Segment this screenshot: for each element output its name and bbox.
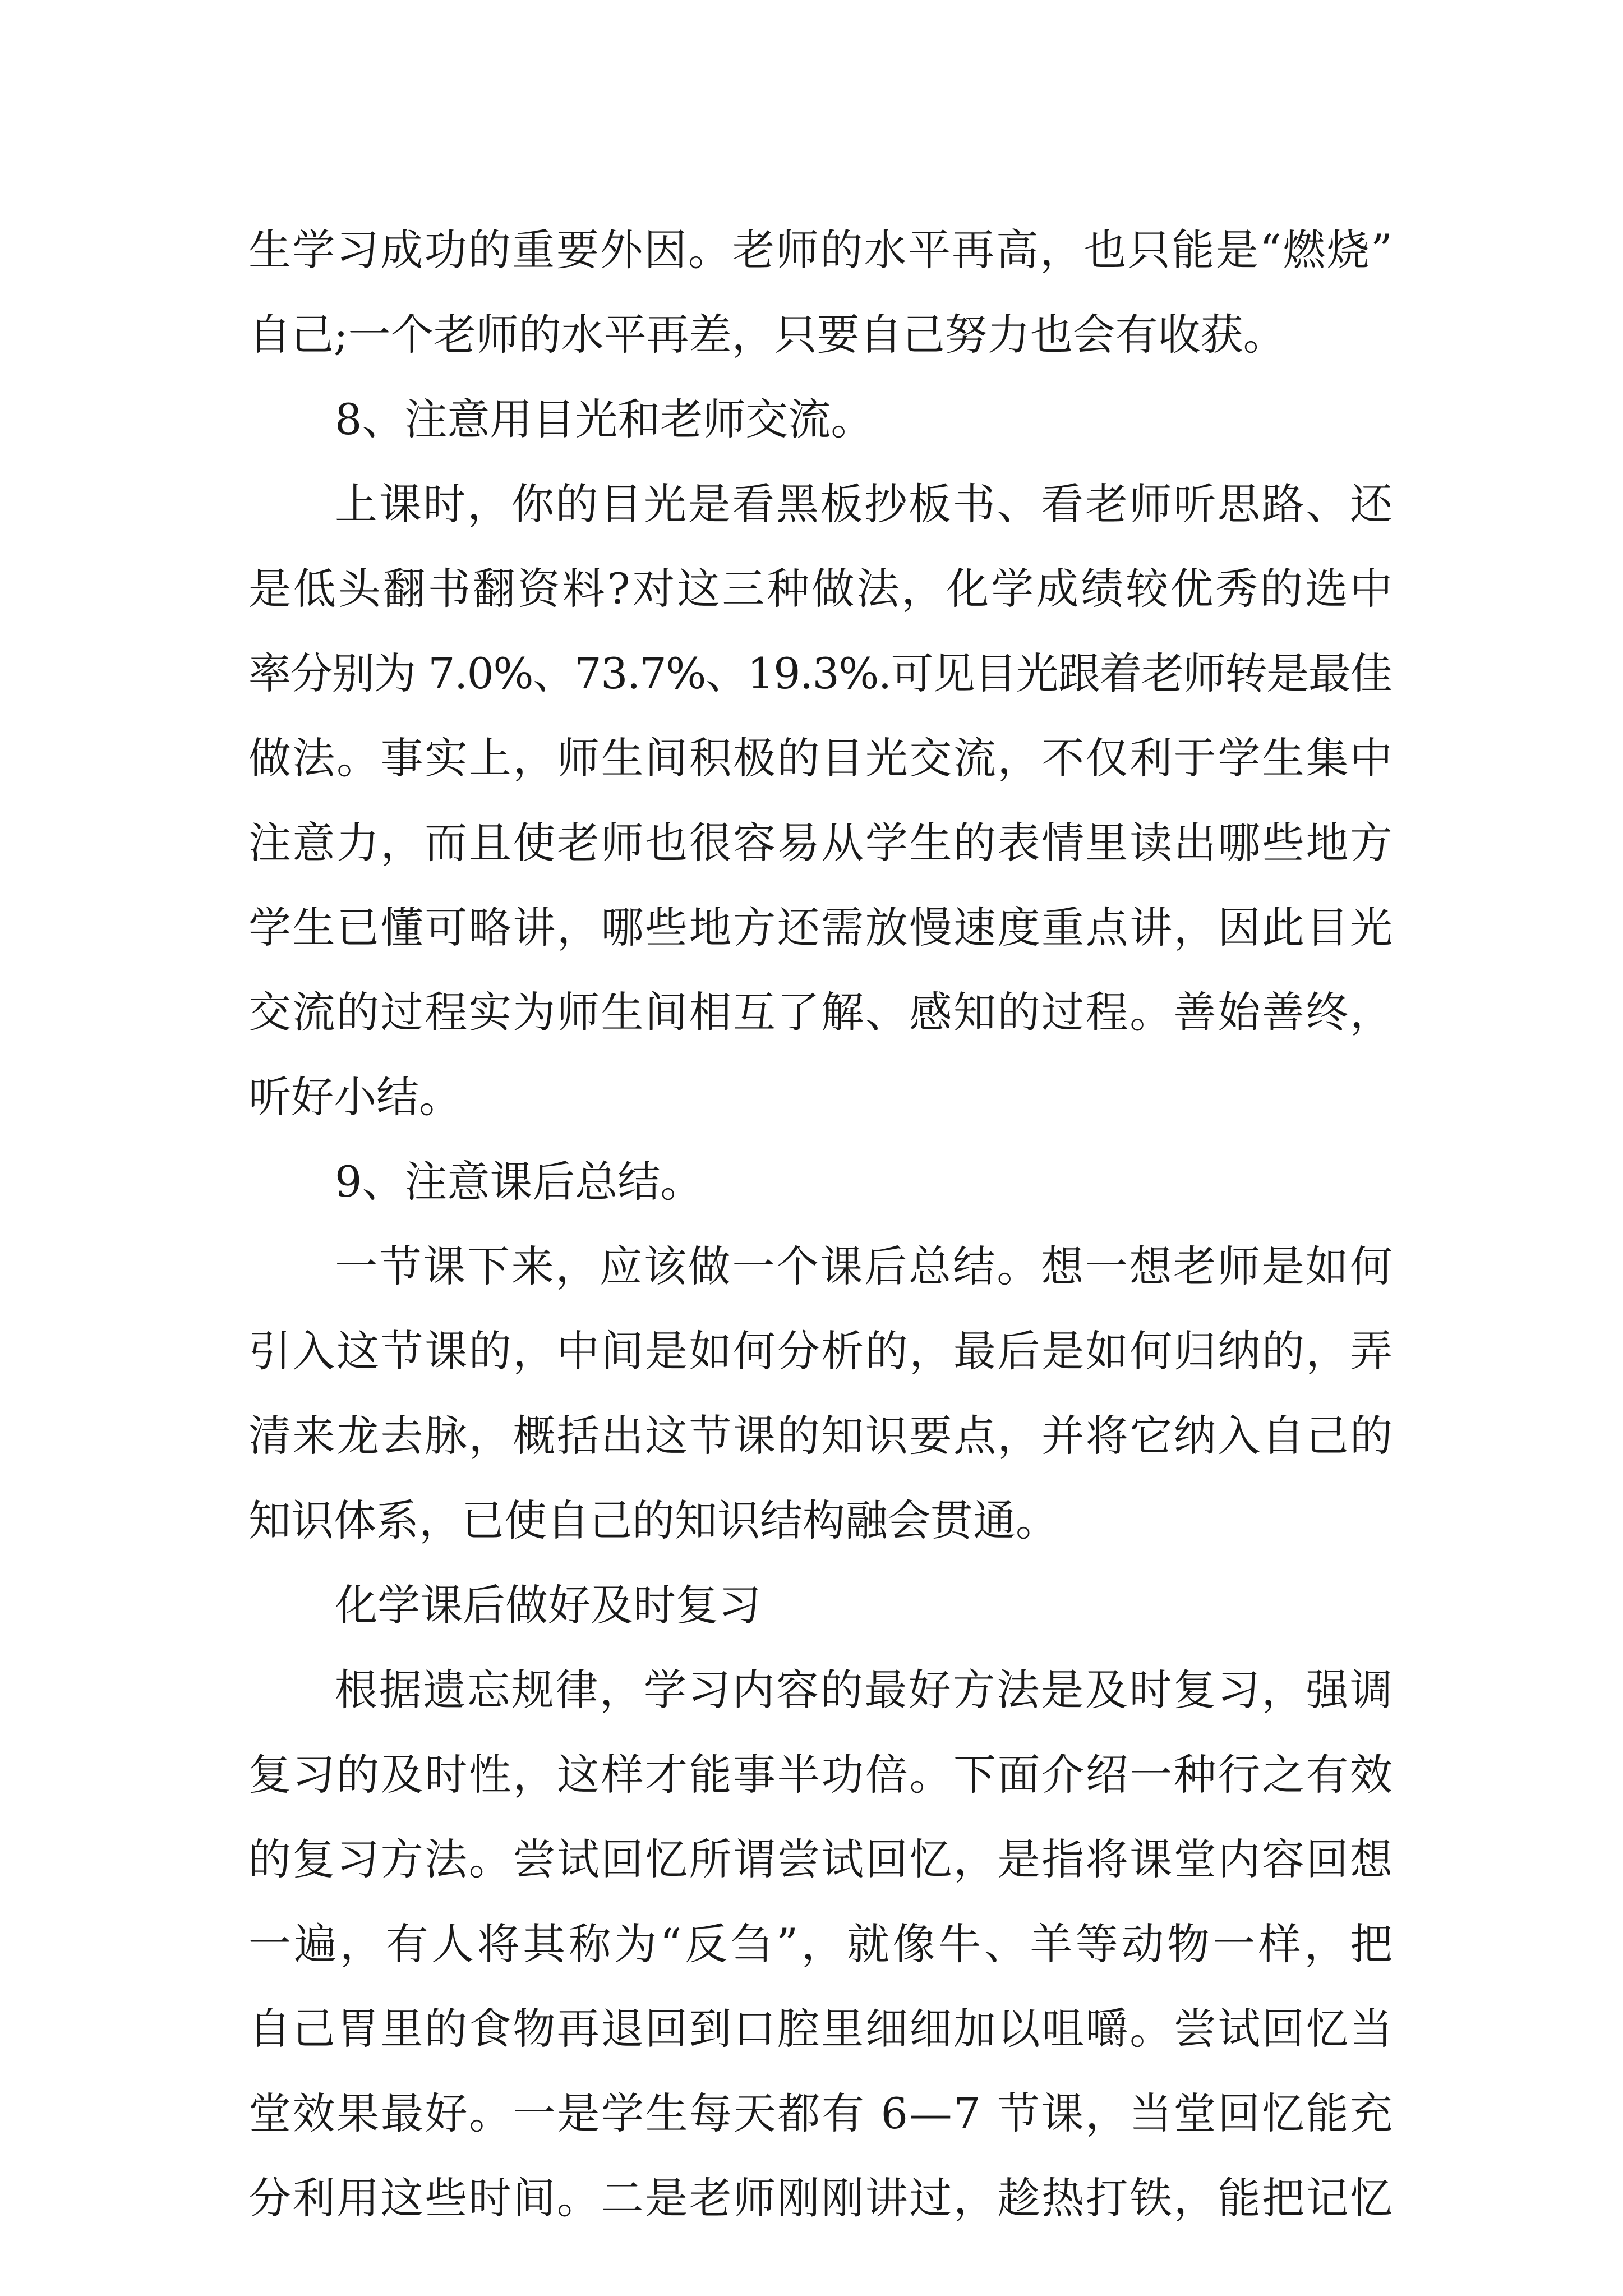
body-text (248, 208, 1396, 2240)
text-line: 9、注意课后总结。 (335, 1157, 703, 1207)
text-line: 率分别为 7.0%、73.7%、19.3%.可见目光跟着老师转是最佳 (248, 648, 1392, 698)
text-line: 自己;一个老师的水平再差，只要自己努力也会有收获。 (248, 310, 1286, 360)
text-line: 生学习成功的重要外因。老师的水平再高，也只能是“燃烧” (248, 225, 1394, 275)
text-line: 知识体系，已使自己的知识结构融会贯通。 (248, 1496, 1058, 1545)
text-line: 分利用这些时间。二是老师刚刚讲过，趁热打铁，能把记忆 (248, 2173, 1394, 2223)
text-line: 听好小结。 (248, 1072, 462, 1122)
text-line: 引入这节课的，中间是如何分析的，最后是如何归纳的，弄 (248, 1326, 1394, 1376)
text-line: 是低头翻书翻资料?对这三种做法，化学成绩较优秀的选中 (248, 564, 1395, 614)
text-line: 复习的及时性，这样才能事半功倍。下面介绍一种行之有效 (248, 1750, 1394, 1800)
text-line: 注意力，而且使老师也很容易从学生的表情里读出哪些地方 (248, 818, 1394, 868)
text-line: 上课时，你的目光是看黑板抄板书、看老师听思路、还 (335, 479, 1394, 529)
text-line: 做法。事实上，师生间积极的目光交流，不仅利于学生集中 (248, 733, 1394, 783)
text-line: 根据遗忘规律，学习内容的最好方法是及时复习，强调 (335, 1665, 1394, 1715)
text-line: 自己胃里的食物再退回到口腔里细细加以咀嚼。尝试回忆当 (248, 2004, 1394, 2054)
text-line: 交流的过程实为师生间相互了解、感知的过程。善始善终， (248, 987, 1394, 1037)
text-line: 一遍，有人将其称为“反刍”，就像牛、羊等动物一样，把 (248, 1919, 1396, 1969)
text-line: 学生已懂可略讲，哪些地方还需放慢速度重点讲，因此目光 (248, 903, 1394, 953)
text-line: 8、注意用目光和老师交流。 (335, 394, 874, 444)
text-line: 化学课后做好及时复习 (335, 1580, 761, 1630)
text-line: 一节课下来，应该做一个课后总结。想一想老师是如何 (335, 1241, 1394, 1291)
text-line: 堂效果最好。一是学生每天都有 6—7 节课，当堂回忆能充 (248, 2088, 1394, 2138)
text-line: 清来龙去脉，概括出这节课的知识要点，并将它纳入自己的 (248, 1411, 1394, 1461)
text-line: 的复习方法。尝试回忆所谓尝试回忆，是指将课堂内容回想 (248, 1834, 1394, 1884)
